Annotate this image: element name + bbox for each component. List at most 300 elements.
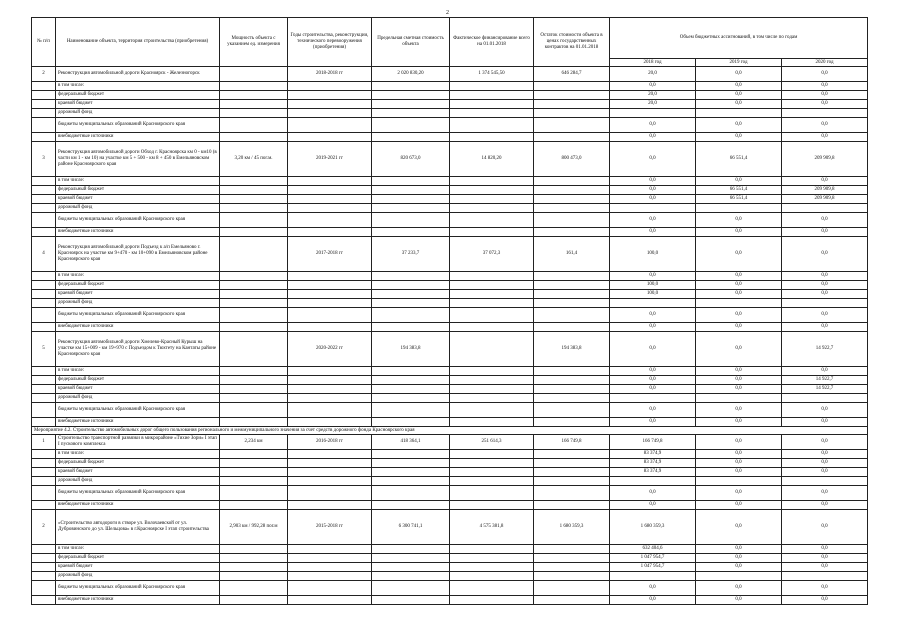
cell-financed	[450, 82, 534, 91]
cell-financed	[450, 367, 534, 376]
table-row	[32, 459, 868, 468]
cell-years	[288, 418, 372, 427]
cell-financed	[450, 133, 534, 142]
cell-num	[32, 323, 56, 332]
cell-name: Реконструкция автомобильной дороги Хмелево-Красный Курыш на участке км 15+009 - км 19+970 с Подъездом к Тюхтету на Кантаты районе Красноярского края	[56, 332, 220, 367]
cell-remaining	[534, 459, 610, 468]
cell-remaining	[534, 308, 610, 323]
cell-num	[32, 177, 56, 186]
cell-financed	[450, 418, 534, 427]
cell-remaining	[534, 596, 610, 605]
cell-2019: 0,0	[696, 177, 782, 186]
table-row	[32, 177, 868, 186]
table-row	[32, 486, 868, 501]
cell-years	[288, 177, 372, 186]
header-2019: 2019 год	[696, 59, 782, 67]
cell-name: краевой бюджет	[56, 468, 220, 477]
cell-capacity	[220, 272, 288, 281]
cell-capacity	[220, 563, 288, 572]
cell-years	[288, 213, 372, 228]
cell-capacity	[220, 109, 288, 118]
cell-2020: 0,0	[782, 67, 868, 82]
cell-num	[32, 82, 56, 91]
cell-name: федеральный бюджет	[56, 459, 220, 468]
cell-capacity	[220, 67, 288, 82]
cell-estimated	[372, 299, 450, 308]
cell-estimated	[372, 82, 450, 91]
cell-years	[288, 272, 372, 281]
cell-capacity	[220, 394, 288, 403]
cell-name: внебюджетные источники	[56, 228, 220, 237]
table-row	[32, 109, 868, 118]
cell-financed	[450, 204, 534, 213]
header-2018: 2018 год	[610, 59, 696, 67]
cell-estimated	[372, 554, 450, 563]
cell-2019: 0,0	[696, 435, 782, 450]
cell-name: бюджеты муниципальных образований Красноярского края	[56, 118, 220, 133]
cell-name: бюджеты муниципальных образований Красноярского края	[56, 581, 220, 596]
cell-2020: 0,0	[782, 118, 868, 133]
cell-2019: 0,0	[696, 468, 782, 477]
cell-num	[32, 186, 56, 195]
cell-financed	[450, 596, 534, 605]
cell-name: в том числе:	[56, 82, 220, 91]
cell-num: 3	[32, 142, 56, 177]
cell-2018: 0,0	[610, 596, 696, 605]
cell-name: бюджеты муниципальных образований Красноярского края	[56, 213, 220, 228]
cell-num	[32, 486, 56, 501]
cell-2019: 0,0	[696, 67, 782, 82]
cell-capacity	[220, 204, 288, 213]
cell-remaining	[534, 281, 610, 290]
cell-estimated	[372, 281, 450, 290]
cell-2018	[610, 394, 696, 403]
table-row	[32, 204, 868, 213]
cell-2020: 0,0	[782, 237, 868, 272]
cell-num: 2	[32, 67, 56, 82]
cell-capacity	[220, 290, 288, 299]
cell-remaining	[534, 228, 610, 237]
cell-years	[288, 545, 372, 554]
cell-2020: 0,0	[782, 450, 868, 459]
cell-2019: 0,0	[696, 281, 782, 290]
cell-years	[288, 554, 372, 563]
cell-capacity	[220, 82, 288, 91]
cell-capacity: 2,903 км / 992,28 пог.м	[220, 510, 288, 545]
cell-2018: 0,0	[610, 581, 696, 596]
cell-2019: 0,0	[696, 501, 782, 510]
cell-years	[288, 501, 372, 510]
cell-2019	[696, 109, 782, 118]
cell-years	[288, 477, 372, 486]
cell-years	[288, 581, 372, 596]
table-row	[32, 299, 868, 308]
cell-financed	[450, 501, 534, 510]
cell-financed	[450, 195, 534, 204]
cell-2018: 20,0	[610, 91, 696, 100]
cell-capacity	[220, 501, 288, 510]
cell-name: дорожный фонд	[56, 394, 220, 403]
cell-2019: 0,0	[696, 385, 782, 394]
cell-2018: 20,0	[610, 100, 696, 109]
cell-remaining	[534, 299, 610, 308]
cell-2019: 0,0	[696, 133, 782, 142]
cell-name: Реконструкция автомобильной дороги Красноярск - Железногорск	[56, 67, 220, 82]
cell-2020	[782, 109, 868, 118]
table-row-object	[32, 237, 868, 272]
cell-years	[288, 91, 372, 100]
cell-num	[32, 299, 56, 308]
table-body	[32, 67, 868, 605]
cell-num: 5	[32, 332, 56, 367]
cell-financed	[450, 572, 534, 581]
cell-name: дорожный фонд	[56, 299, 220, 308]
table-row	[32, 450, 868, 459]
cell-financed	[450, 545, 534, 554]
cell-2020: 209 909,8	[782, 186, 868, 195]
cell-remaining: 1 680 359,3	[534, 510, 610, 545]
cell-capacity	[220, 385, 288, 394]
cell-2019: 0,0	[696, 82, 782, 91]
cell-2020: 0,0	[782, 213, 868, 228]
cell-remaining	[534, 109, 610, 118]
cell-2020: 0,0	[782, 545, 868, 554]
cell-num: 2	[32, 510, 56, 545]
cell-remaining	[534, 563, 610, 572]
table-row	[32, 82, 868, 91]
cell-financed	[450, 554, 534, 563]
cell-remaining	[534, 468, 610, 477]
cell-2018: 0,0	[610, 272, 696, 281]
cell-estimated	[372, 394, 450, 403]
cell-estimated	[372, 186, 450, 195]
cell-num	[32, 581, 56, 596]
cell-capacity	[220, 237, 288, 272]
cell-name: в том числе:	[56, 272, 220, 281]
cell-estimated	[372, 477, 450, 486]
table-row	[32, 596, 868, 605]
table-row	[32, 403, 868, 418]
cell-remaining	[534, 581, 610, 596]
cell-2019	[696, 477, 782, 486]
cell-capacity: 3,20 км / 45 пог.м.	[220, 142, 288, 177]
cell-2020: 14 922,7	[782, 376, 868, 385]
cell-name: федеральный бюджет	[56, 91, 220, 100]
table-row	[32, 186, 868, 195]
cell-2018: 0,0	[610, 367, 696, 376]
cell-2020: 0,0	[782, 367, 868, 376]
cell-capacity	[220, 118, 288, 133]
cell-name: федеральный бюджет	[56, 281, 220, 290]
cell-name: федеральный бюджет	[56, 186, 220, 195]
cell-2019: 0,0	[696, 323, 782, 332]
cell-name: бюджеты муниципальных образований Красноярского края	[56, 308, 220, 323]
cell-2020	[782, 394, 868, 403]
cell-2018: 1 047 954,7	[610, 554, 696, 563]
table-row	[32, 418, 868, 427]
header-budget: Объем бюджетных ассигнований, в том числе по годам	[610, 18, 868, 59]
table-row	[32, 477, 868, 486]
header-num: № п/п	[32, 18, 56, 67]
cell-estimated	[372, 118, 450, 133]
cell-name: краевой бюджет	[56, 385, 220, 394]
cell-remaining: 161,4	[534, 237, 610, 272]
cell-2020: 0,0	[782, 272, 868, 281]
cell-capacity	[220, 376, 288, 385]
cell-estimated	[372, 385, 450, 394]
cell-2019	[696, 299, 782, 308]
cell-estimated	[372, 133, 450, 142]
cell-2020	[782, 572, 868, 581]
cell-capacity: 2,234 км	[220, 435, 288, 450]
cell-estimated: 194 383,8	[372, 332, 450, 367]
cell-years: 2020-2022 гг	[288, 332, 372, 367]
cell-2019: 0,0	[696, 237, 782, 272]
cell-2018: 0,0	[610, 213, 696, 228]
cell-2020: 0,0	[782, 468, 868, 477]
table-row-object	[32, 332, 868, 367]
cell-2019: 0,0	[696, 100, 782, 109]
cell-num	[32, 133, 56, 142]
cell-2018: 0,0	[610, 486, 696, 501]
cell-2020: 0,0	[782, 563, 868, 572]
cell-2020	[782, 299, 868, 308]
cell-years	[288, 308, 372, 323]
cell-2018: 1 680 359,3	[610, 510, 696, 545]
cell-2019: 0,0	[696, 367, 782, 376]
table-row-object	[32, 435, 868, 450]
cell-financed	[450, 581, 534, 596]
cell-remaining	[534, 367, 610, 376]
cell-name: внебюджетные источники	[56, 323, 220, 332]
cell-financed	[450, 468, 534, 477]
cell-2018: 166 749,8	[610, 435, 696, 450]
table-row	[32, 91, 868, 100]
cell-estimated	[372, 109, 450, 118]
cell-2018	[610, 109, 696, 118]
cell-years	[288, 486, 372, 501]
cell-num	[32, 545, 56, 554]
table-row-object	[32, 142, 868, 177]
cell-capacity	[220, 308, 288, 323]
table-row-object	[32, 510, 868, 545]
cell-name: дорожный фонд	[56, 109, 220, 118]
table-row-object	[32, 67, 868, 82]
table-row	[32, 367, 868, 376]
cell-num	[32, 281, 56, 290]
cell-financed	[450, 403, 534, 418]
cell-remaining	[534, 385, 610, 394]
cell-2018	[610, 299, 696, 308]
cell-capacity	[220, 281, 288, 290]
cell-estimated	[372, 596, 450, 605]
cell-2020: 0,0	[782, 281, 868, 290]
cell-name: в том числе:	[56, 450, 220, 459]
cell-years	[288, 186, 372, 195]
cell-2019	[696, 204, 782, 213]
cell-remaining	[534, 91, 610, 100]
cell-2019: 0,0	[696, 228, 782, 237]
cell-num	[32, 572, 56, 581]
cell-2019: 0,0	[696, 486, 782, 501]
cell-years	[288, 290, 372, 299]
cell-capacity	[220, 228, 288, 237]
cell-2019: 0,0	[696, 554, 782, 563]
cell-remaining	[534, 272, 610, 281]
cell-name: Реконструкция автомобильной дороги Подъезд к а/п Емельяново г. Красноярск на участке км 9+470 - км 10+090 в Емельяновском районе Красноярского края	[56, 237, 220, 272]
cell-capacity	[220, 91, 288, 100]
cell-remaining	[534, 376, 610, 385]
cell-num	[32, 195, 56, 204]
cell-2018: 0,0	[610, 308, 696, 323]
cell-financed	[450, 450, 534, 459]
cell-years	[288, 596, 372, 605]
header-remaining: Остаток стоимости объекта в ценах государственных контрактов на 01.01.2018	[534, 18, 610, 67]
cell-num	[32, 501, 56, 510]
cell-name: краевой бюджет	[56, 290, 220, 299]
cell-2018: 83 374,9	[610, 468, 696, 477]
cell-estimated	[372, 572, 450, 581]
cell-num	[32, 468, 56, 477]
cell-2020: 14 922,7	[782, 385, 868, 394]
cell-2018	[610, 204, 696, 213]
cell-remaining	[534, 486, 610, 501]
cell-years	[288, 299, 372, 308]
cell-years: 2018-2018 гг	[288, 67, 372, 82]
cell-financed: 1 374 545,50	[450, 67, 534, 82]
cell-2019: 0,0	[696, 91, 782, 100]
cell-2018: 0,0	[610, 82, 696, 91]
header-estimated: Предельная сметная стоимость объекта	[372, 18, 450, 67]
cell-estimated: 2 020 830,20	[372, 67, 450, 82]
cell-estimated	[372, 308, 450, 323]
cell-2019: 0,0	[696, 459, 782, 468]
cell-name: бюджеты муниципальных образований Красноярского края	[56, 486, 220, 501]
cell-years	[288, 100, 372, 109]
cell-years	[288, 323, 372, 332]
cell-2020	[782, 204, 868, 213]
cell-remaining	[534, 133, 610, 142]
section-title: Мероприятие 4.2. Строительство автомобильных дорог общего пользования регионального и межмуниципального значения за счет средств дорожного фонда Красноярского края	[32, 427, 868, 435]
cell-2018: 83 374,9	[610, 459, 696, 468]
cell-financed	[450, 91, 534, 100]
cell-2018: 0,0	[610, 376, 696, 385]
cell-2018	[610, 477, 696, 486]
cell-2019: 0,0	[696, 563, 782, 572]
cell-financed	[450, 213, 534, 228]
cell-2018: 100,0	[610, 281, 696, 290]
cell-num	[32, 308, 56, 323]
header-years: Годы строительства, реконструкции, технического перевооружения (приобретения)	[288, 18, 372, 67]
cell-years: 2017-2018 гг	[288, 237, 372, 272]
cell-name: краевой бюджет	[56, 195, 220, 204]
cell-remaining	[534, 545, 610, 554]
cell-name: дорожный фонд	[56, 572, 220, 581]
cell-years	[288, 109, 372, 118]
cell-num	[32, 418, 56, 427]
cell-2019: 0,0	[696, 376, 782, 385]
cell-remaining	[534, 82, 610, 91]
table-row	[32, 323, 868, 332]
cell-remaining	[534, 177, 610, 186]
cell-2020: 0,0	[782, 554, 868, 563]
cell-remaining	[534, 100, 610, 109]
cell-num	[32, 367, 56, 376]
table-row	[32, 118, 868, 133]
cell-estimated	[372, 213, 450, 228]
cell-estimated	[372, 272, 450, 281]
cell-num	[32, 394, 56, 403]
cell-remaining	[534, 186, 610, 195]
cell-financed	[450, 118, 534, 133]
cell-2019: 0,0	[696, 213, 782, 228]
table-row	[32, 308, 868, 323]
cell-2018: 0,0	[610, 418, 696, 427]
cell-num: 1	[32, 435, 56, 450]
cell-2019: 0,0	[696, 418, 782, 427]
header-name: Наименование объекта, территория строительства (приобретения)	[56, 18, 220, 67]
cell-2020: 0,0	[782, 228, 868, 237]
cell-years	[288, 204, 372, 213]
cell-remaining: 194 383,8	[534, 332, 610, 367]
cell-num	[32, 385, 56, 394]
cell-name: в том числе:	[56, 545, 220, 554]
cell-estimated	[372, 290, 450, 299]
cell-estimated: 418 364,1	[372, 435, 450, 450]
cell-financed	[450, 394, 534, 403]
cell-2018: 100,0	[610, 237, 696, 272]
cell-years	[288, 459, 372, 468]
table-row	[32, 468, 868, 477]
table-row	[32, 545, 868, 554]
table-row	[32, 281, 868, 290]
cell-capacity	[220, 299, 288, 308]
cell-capacity	[220, 572, 288, 581]
table-row	[32, 572, 868, 581]
cell-capacity	[220, 554, 288, 563]
cell-remaining	[534, 450, 610, 459]
cell-years	[288, 394, 372, 403]
cell-estimated	[372, 91, 450, 100]
cell-estimated	[372, 581, 450, 596]
cell-2020: 0,0	[782, 91, 868, 100]
cell-2019: 0,0	[696, 596, 782, 605]
cell-2020: 0,0	[782, 133, 868, 142]
cell-estimated	[372, 376, 450, 385]
table-row	[32, 394, 868, 403]
cell-2018: 0,0	[610, 385, 696, 394]
cell-num	[32, 290, 56, 299]
cell-2019: 0,0	[696, 581, 782, 596]
cell-financed	[450, 459, 534, 468]
cell-2020: 0,0	[782, 100, 868, 109]
cell-num	[32, 596, 56, 605]
cell-2019	[696, 394, 782, 403]
page-number: 2	[446, 10, 449, 16]
cell-financed: 251 614,3	[450, 435, 534, 450]
cell-name: внебюджетные источники	[56, 133, 220, 142]
table-row	[32, 272, 868, 281]
cell-capacity	[220, 332, 288, 367]
cell-name: в том числе:	[56, 367, 220, 376]
cell-2018: 100,0	[610, 290, 696, 299]
table-row	[32, 228, 868, 237]
cell-2019: 0,0	[696, 308, 782, 323]
cell-years	[288, 133, 372, 142]
cell-financed	[450, 376, 534, 385]
cell-num	[32, 91, 56, 100]
cell-remaining: 646 284,7	[534, 67, 610, 82]
